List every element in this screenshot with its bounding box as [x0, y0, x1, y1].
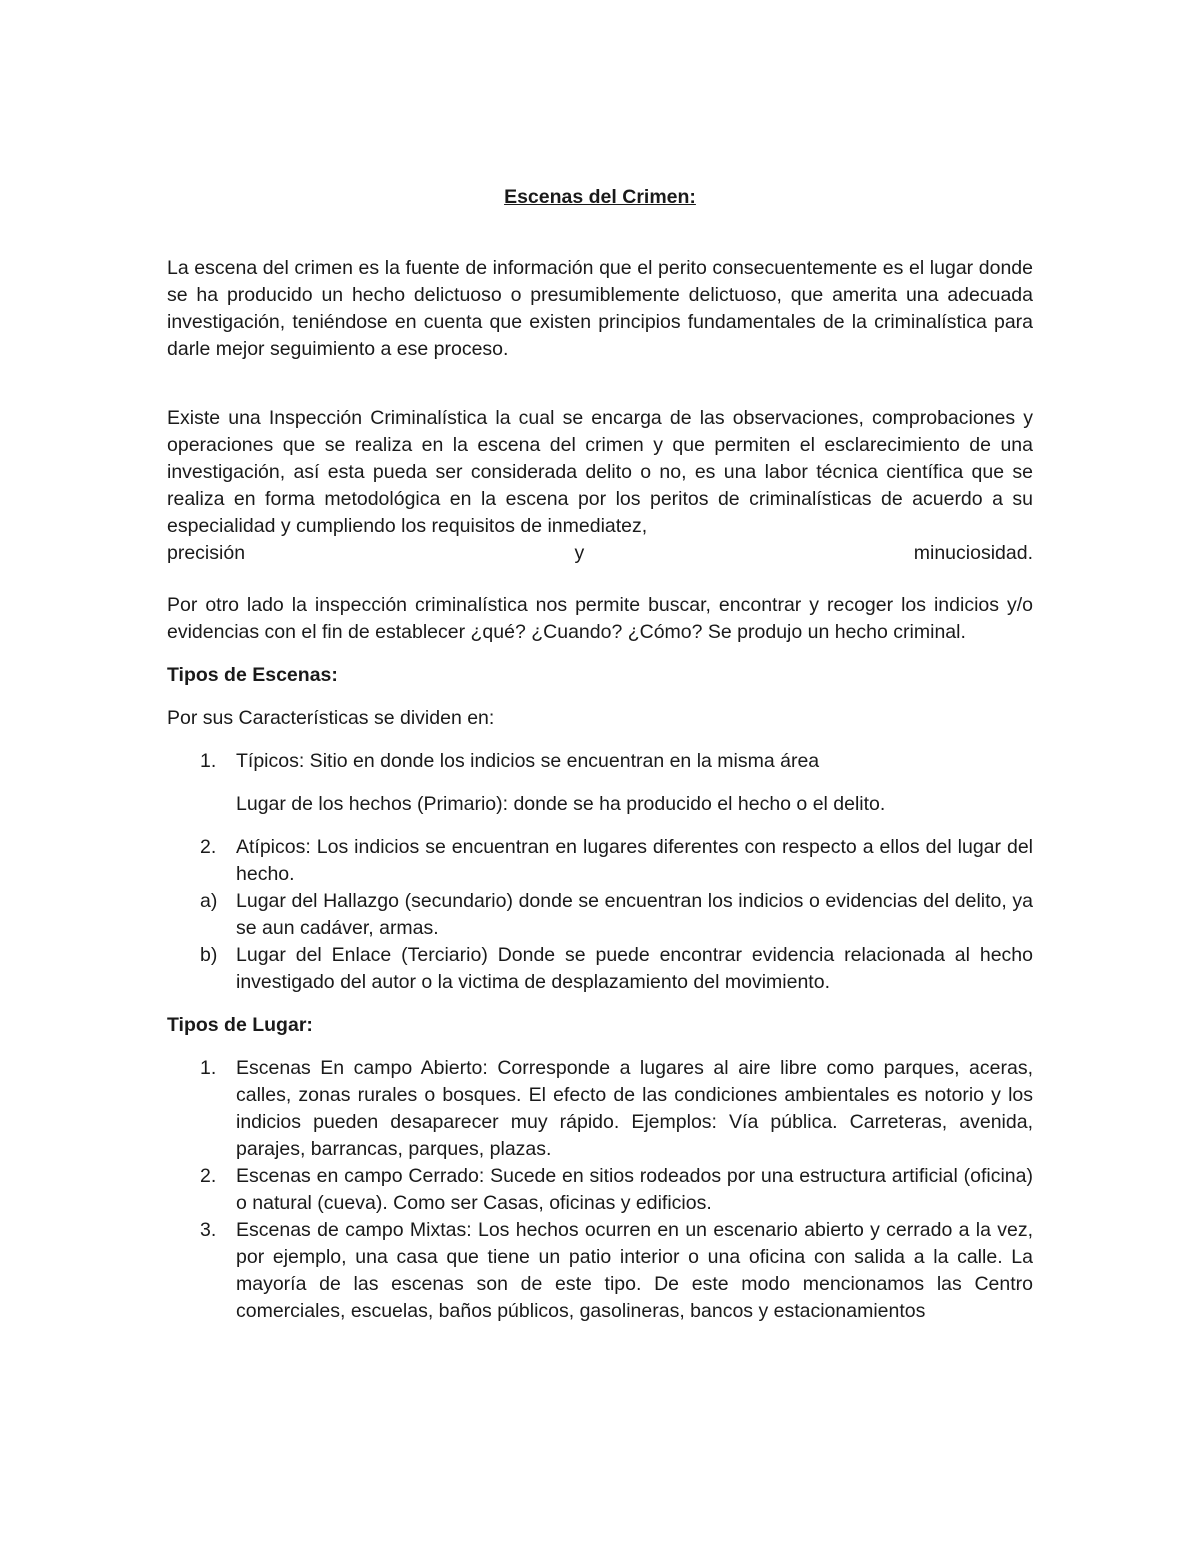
heading-tipos-lugar: Tipos de Lugar: — [167, 1014, 313, 1036]
list-item-text: Atípicos: Los indicios se encuentran en lugares diferentes con respecto a ellos del lugar del hecho. — [236, 836, 1033, 885]
document-title: Escenas del Crimen: — [504, 186, 696, 208]
list-marker: 1. — [200, 750, 217, 772]
escenas-list — [167, 748, 1033, 996]
heading-tipos-escenas: Tipos de Escenas: — [167, 664, 338, 686]
list-item — [167, 1055, 1033, 1163]
list-item-text: Escenas En campo Abierto: Corresponde a lugares al aire libre como parques, aceras, calles, zonas rurales o bosques. El efecto de las condiciones ambientales es notorio y los indicios pueden desaparecer muy rápido. Ejemplos: Vía pública. Carreteras, avenida, parajes, barrancas, parques, plazas. — [236, 1057, 1033, 1160]
list-item — [167, 791, 1033, 818]
list-item — [167, 748, 1033, 775]
word-minuciosidad: minuciosidad. — [913, 542, 1033, 564]
word-y: y — [574, 542, 585, 564]
list-item — [167, 1217, 1033, 1325]
list-item-text: Lugar de los hechos (Primario): donde se ha producido el hecho o el delito. — [236, 793, 886, 815]
list-item — [167, 834, 1033, 888]
list-item-text: Lugar del Hallazgo (secundario) donde se encuentran los indicios o evidencias del delito, ya se aun cadáver, armas. — [236, 890, 1033, 939]
paragraph-escena-definition: La escena del crimen es la fuente de información que el perito consecuentemente es el lugar donde se ha producido un hecho delictuoso o presumiblemente delictuoso, que amerita una adecuada investigación, teniéndose en cuenta que existen principios fundamentales de la criminalística para darle mejor seguimiento a ese proceso. — [167, 257, 1033, 360]
list-item-text: Lugar del Enlace (Terciario) Donde se puede encontrar evidencia relacionada al hecho investigado del autor o la victima de desplazamiento del movimiento. — [236, 944, 1033, 993]
list-item — [167, 942, 1033, 996]
word-precision: precisión — [167, 542, 246, 564]
lugar-list — [167, 1055, 1033, 1325]
document-body — [167, 184, 1033, 1325]
paragraph-objetivo: Por otro lado la inspección criminalística nos permite buscar, encontrar y recoger los indicios y/o evidencias con el fin de establecer ¿qué? ¿Cuando? ¿Cómo? Se produjo un hecho criminal. — [167, 594, 1033, 643]
list-marker — [200, 791, 236, 818]
list-item — [167, 1163, 1033, 1217]
paragraph-inspeccion-last-line — [167, 540, 1033, 567]
list-marker: 2. — [200, 1165, 217, 1187]
list-item — [167, 888, 1033, 942]
list-marker: 3. — [200, 1219, 217, 1241]
list-marker: 1. — [200, 1057, 217, 1079]
paragraph-inspeccion: Existe una Inspección Criminalística la cual se encarga de las observaciones, comprobaciones y operaciones que se realiza en la escena del crimen y que permiten el esclarecimiento de una investigación, así esta pueda ser considerada delito o no, es una labor técnica científica que se realiza en forma metodológica en la escena por los peritos de criminalísticas de acuerdo a su especialidad y cumpliendo los requisitos de inmediatez, — [167, 407, 1033, 537]
list-marker: a) — [200, 890, 218, 912]
caracteristicas-intro: Por sus Características se dividen en: — [167, 707, 495, 729]
list-item-text: Escenas de campo Mixtas: Los hechos ocurren en un escenario abierto y cerrado a la vez, por ejemplo, una casa que tiene un patio interior o una oficina con salida a la calle. La mayoría de las escenas son de este tipo. De este modo mencionamos las Centro comerciales, escuelas, baños públicos, gasolineras, bancos y estacionamientos — [236, 1219, 1033, 1322]
list-item-text: Típicos: Sitio en donde los indicios se encuentran en la misma área — [236, 750, 820, 772]
list-marker: b) — [200, 944, 218, 966]
list-marker: 2. — [200, 836, 217, 858]
list-item-text: Escenas en campo Cerrado: Sucede en sitios rodeados por una estructura artificial (oficina) o natural (cueva). Como ser Casas, oficinas y edificios. — [236, 1165, 1033, 1214]
